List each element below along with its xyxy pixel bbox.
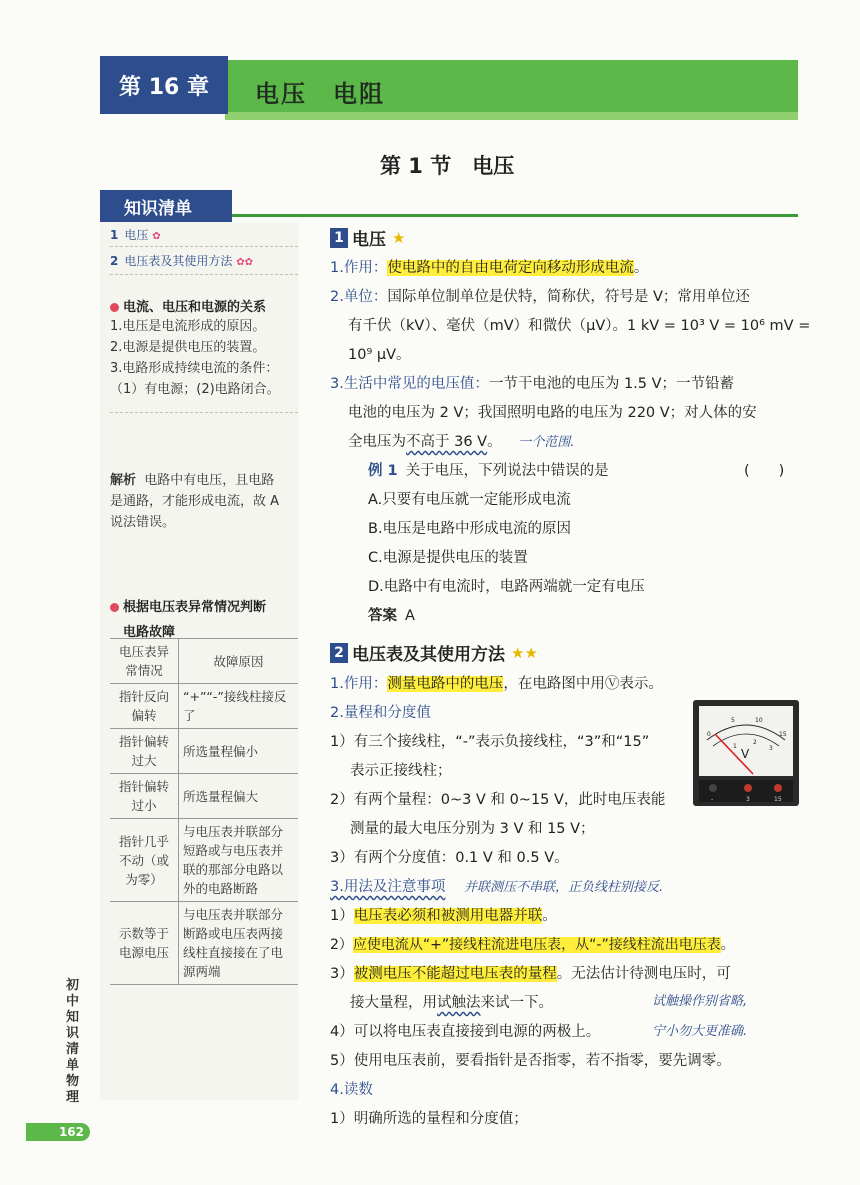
terminal-label: - xyxy=(711,796,714,803)
usage-4: 4）可以将电压表直接接到电源的两极上。 xyxy=(330,1024,601,1040)
table-row: 指针几乎不动（或为零） 与电压表并联部分短路或与电压表并联的那部分电路以外的电路断路 xyxy=(110,819,298,902)
s2-item-2: 2.量程和分度值 xyxy=(330,705,431,721)
heading-voltage: 1 电压 ★ xyxy=(330,225,405,250)
dial-label: 5 xyxy=(731,717,735,724)
topic-title-1: 电流、电压和电源的关系 xyxy=(110,296,266,315)
option-a: A.只要有电压就一定能形成电流 xyxy=(368,492,571,508)
s2-item-2-line: 表示正接线柱； xyxy=(350,763,452,779)
divider xyxy=(110,412,298,413)
dial-label: 10 xyxy=(755,717,763,724)
dial-label-inner: 2 xyxy=(753,739,757,746)
s1-item-3-cont: 电池的电压为 2 V；我国照明电路的电压为 220 V；对人体的安 xyxy=(348,405,757,421)
dial-label: 15 xyxy=(779,731,787,738)
handwritten-note: 试触操作别省略, xyxy=(652,994,748,1009)
reading-1: 1）明确所选的量程和分度值； xyxy=(330,1111,528,1127)
option-c: C.电源是提供电压的装置 xyxy=(368,550,528,566)
s2-item-4: 4.读数 xyxy=(330,1082,373,1098)
table-row: 示数等于电源电压 与电压表并联部分断路或电压表两接线柱直接接在了电源两端 xyxy=(110,902,298,985)
analysis-note: 解析 电路中有电压，且电路 是通路，才能形成电流，故 A 说法错误。 xyxy=(110,473,280,530)
option-d: D.电路中有电流时，电路两端就一定有电压 xyxy=(368,579,645,595)
section-title: 第 1 节 电压 xyxy=(380,154,515,178)
terminal-3 xyxy=(744,784,752,792)
chapter-title: 电压 电阻 xyxy=(255,80,385,108)
topic-body-1: 1.电压是电流形成的原因。 2.电源是提供电压的装置。 3.电路形成持续电流的条件： （1）有电源；(2)电路闭合。 xyxy=(110,319,280,397)
flower-icon: ✿✿ xyxy=(236,257,253,268)
s1-item-3: 3.生活中常见的电压值：一节干电池的电压为 1.5 V；一节铅蓄 xyxy=(330,376,735,392)
dial-label-inner: 3 xyxy=(769,745,773,752)
usage-3-cont: 接大量程，用试触法来试一下。 xyxy=(350,995,553,1011)
unit-label: V xyxy=(741,747,750,761)
table-header: 故障原因 xyxy=(179,639,299,684)
terminal-label: 3 xyxy=(746,796,750,803)
fault-table xyxy=(110,638,298,985)
answer-blank: ( ) xyxy=(744,463,785,479)
s2-item-1: 1.作用：测量电路中的电压，在电路图中用Ⓥ表示。 xyxy=(330,676,663,692)
bullet-icon xyxy=(110,603,119,612)
dial-label-inner: 1 xyxy=(733,743,737,750)
toc-num: 1 xyxy=(110,228,119,242)
table-header-row xyxy=(110,639,298,684)
usage-3: 3）被测电压不能超过电压表的量程。无法估计待测电压时，可 xyxy=(330,966,731,982)
sidebar-tab: 知识清单 xyxy=(100,190,232,222)
star-icon: ★★ xyxy=(511,643,538,662)
s1-item-2-cont: 有千伏（kV）、毫伏（mV）和微伏（μV）。1 kV = 10³ V = 10⁶ mV = xyxy=(348,318,811,334)
topic-title-2: 根据电压表异常情况判断 电路故障 xyxy=(110,596,266,640)
heading-voltmeter: 2 电压表及其使用方法 ★★ xyxy=(330,640,538,665)
star-icon: ★ xyxy=(392,228,406,247)
s2-item-2-line: 2）有两个量程：0~3 V 和 0~15 V，此时电压表能 xyxy=(330,792,666,808)
divider xyxy=(110,274,298,275)
s2-item-3: 3.用法及注意事项 并联测压不串联，正负线柱别接反. xyxy=(330,879,664,895)
terminal-label: 15 xyxy=(774,796,782,803)
s2-item-2-line: 1）有三个接线柱，“-”表示负接线柱，“3”和“15” xyxy=(330,734,650,750)
toc-num: 2 xyxy=(110,254,119,268)
s1-item-2: 2.单位：国际单位制单位是伏特，简称伏，符号是 V；常用单位还 xyxy=(330,289,750,305)
answer: 答案 A xyxy=(368,608,415,624)
heading-number: 2 xyxy=(330,643,348,663)
s2-item-2-line: 3）有两个分度值：0.1 V 和 0.5 V。 xyxy=(330,850,569,866)
table-row: 指针偏转过大 所选量程偏小 xyxy=(110,729,298,774)
toc-item-1 xyxy=(110,226,161,243)
s1-item-3-cont: 全电压为不高于 36 V。 一个范围. xyxy=(348,434,575,450)
toc-label: 电压 xyxy=(124,228,149,242)
handwritten-note: 并联测压不串联，正负线柱别接反. xyxy=(463,880,664,895)
s1-item-1: 1.作用：使电路中的自由电荷定向移动形成电流。 xyxy=(330,260,649,276)
bullet-icon xyxy=(110,303,119,312)
usage-2: 2）应使电流从“+”接线柱流进电压表，从“-”接线柱流出电压表。 xyxy=(330,937,735,953)
voltmeter-image xyxy=(693,700,799,806)
heading-number: 1 xyxy=(330,228,348,248)
table-header: 电压表异常情况 xyxy=(110,639,179,684)
page-number: 162 xyxy=(26,1123,90,1141)
toc-item-2 xyxy=(110,252,253,269)
flower-icon: ✿ xyxy=(152,231,161,242)
book-title-vertical: 初中知识清单 物理 xyxy=(66,978,93,1105)
table-row: 指针反向偏转 “+”“-”接线柱接反了 xyxy=(110,684,298,729)
toc-label: 电压表及其使用方法 xyxy=(124,254,233,268)
s1-item-2-cont: 10⁹ μV。 xyxy=(348,347,411,363)
usage-1: 1）电压表必须和被测用电器并联。 xyxy=(330,908,557,924)
chapter-banner-stripe xyxy=(225,112,798,120)
chapter-number: 第 16 章 xyxy=(100,56,228,114)
analysis-label: 解析 xyxy=(110,473,137,488)
example-question: 例 1 关于电压，下列说法中错误的是 xyxy=(368,463,609,479)
handwritten-note: 一个范围. xyxy=(518,435,575,450)
usage-5: 5）使用电压表前，要看指针是否指零，若不指零，要先调零。 xyxy=(330,1053,731,1069)
handwritten-note: 宁小勿大更准确. xyxy=(652,1024,748,1039)
s2-item-2-line: 测量的最大电压分别为 3 V 和 15 V； xyxy=(350,821,595,837)
table-row: 指针偏转过小 所选量程偏大 xyxy=(110,774,298,819)
option-b: B.电压是电路中形成电流的原因 xyxy=(368,521,572,537)
divider xyxy=(110,246,298,247)
terminal-15 xyxy=(774,784,782,792)
dial-label: 0 xyxy=(707,731,711,738)
terminal-negative xyxy=(709,784,717,792)
